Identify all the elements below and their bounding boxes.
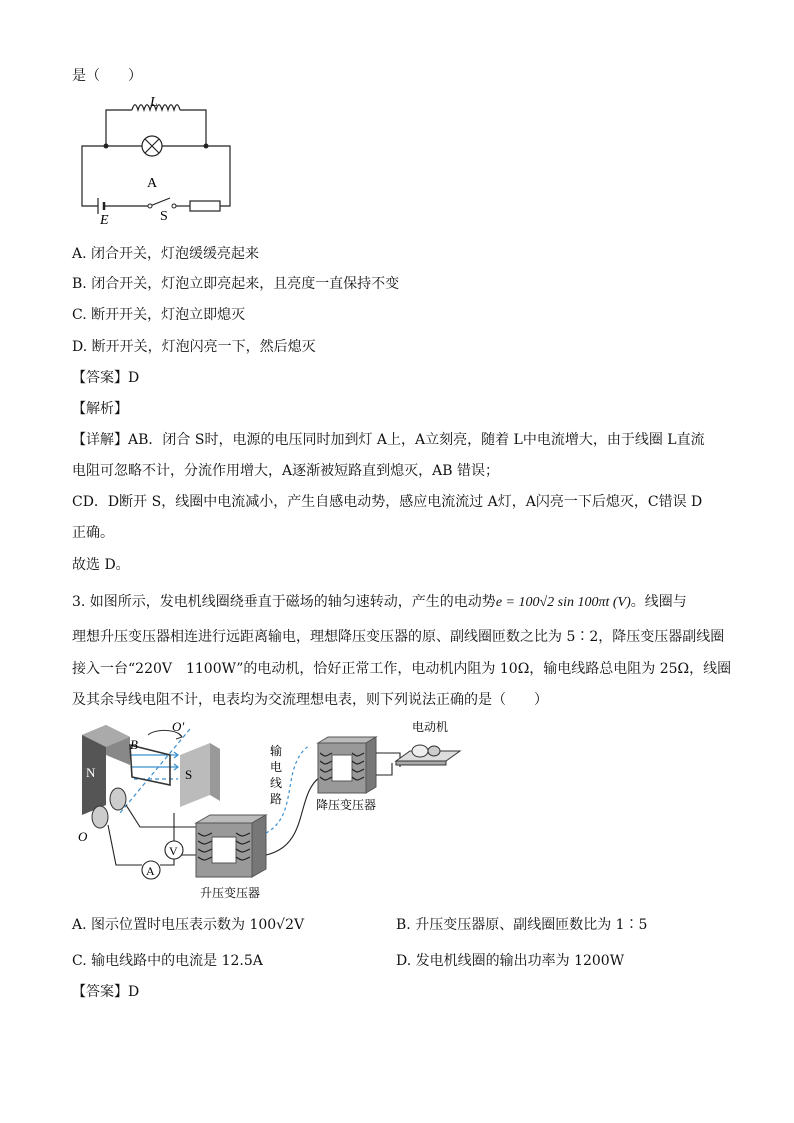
step-down-transformer: [318, 737, 376, 793]
q3-option-c: C. 输电线路中的电流是 12.5A: [72, 953, 263, 969]
step-down-label: 降压变压器: [316, 798, 377, 812]
battery-label: E: [100, 213, 109, 228]
q3-option-b: B. 升压变压器原、副线圈匝数比为 1∶5: [396, 917, 648, 933]
q3-stem-line: 理想升压变压器相连进行远距离输电，理想降压变压器的原、副线圈匝数之比为 5∶2，降压变压器副线圈: [72, 629, 725, 645]
q3-stem-line: 及其余导线电阻不计，电表均为交流理想电表，则下列说法正确的是（ ）: [72, 692, 548, 708]
inductor-label: L: [150, 95, 158, 110]
q3-option-d: D. 发电机线圈的输出功率为 1200W: [396, 953, 625, 969]
q3-answer: 【答案】D: [72, 984, 140, 1000]
step-up-label: 升压变压器: [200, 886, 261, 900]
q2-option-b: B. 闭合开关，灯泡立即亮起来，且亮度一直保持不变: [72, 276, 400, 292]
line-label-char: 输: [270, 744, 283, 758]
q3-emf-formula: e = 100√2 sin 100πt (V): [495, 595, 631, 610]
q2-option-c: C. 断开开关，灯泡立即熄灭: [72, 307, 246, 323]
line-label-char: 电: [270, 760, 283, 774]
lamp-label: A: [147, 176, 158, 191]
q3-stem-a: 3. 如图所示，发电机线圈绕垂直于磁场的轴匀速转动，产生的电动势: [72, 594, 496, 610]
q3-stem-b: 。线圈与: [630, 594, 687, 610]
q2-detail-line: 【详解】AB．闭合 S时，电源的电压同时加到灯 A上，A立刻亮，随着 L中电流增大，由于线圈 L直流: [72, 432, 705, 448]
magnet-s-label: S: [185, 767, 193, 782]
q2-analysis-title: 【解析】: [72, 401, 128, 417]
q2-detail-line: 电阻可忽略不计，分流作用增大，A逐渐被短路直到熄灭，AB 错误；: [72, 463, 499, 479]
q3-option-a: A. 图示位置时电压表示数为 100√2V: [72, 917, 305, 933]
magnet-n-label: N: [86, 765, 96, 780]
q2-option-d: D. 断开开关，灯泡闪亮一下，然后熄灭: [72, 339, 316, 355]
step-up-transformer: [196, 815, 266, 877]
switch-label: S: [160, 209, 168, 224]
field-b-label: B: [130, 737, 138, 752]
q2-circuit-diagram: [70, 96, 240, 226]
axis-o-label: O: [78, 829, 88, 844]
q3-stem-line: 接入一台“220V 1100W”的电动机，恰好正常工作，电动机内阻为 10Ω，输电线路总电阻为 25Ω，线圈: [72, 661, 732, 677]
motor-icon: [396, 745, 460, 765]
q2-option-a: A. 闭合开关，灯泡缓缓亮起来: [72, 246, 260, 262]
line-label-char: 路: [270, 792, 283, 806]
q3-stem-line1: [72, 592, 687, 613]
q2-detail-line: 故选 D。: [72, 557, 130, 573]
q2-detail-line: 正确。: [72, 525, 114, 541]
ammeter-label: A: [146, 864, 155, 878]
q2-detail-line: CD．D断开 S，线圈中电流减小，产生自感电动势，感应电流流过 A灯，A闪亮一下后熄灭，C错误 D: [72, 494, 703, 510]
q2-answer: 【答案】D: [72, 370, 140, 386]
line-label-char: 线: [270, 776, 283, 790]
voltmeter-label: V: [169, 844, 178, 858]
q3-transmission-diagram: [70, 715, 470, 905]
motor-label: 电动机: [412, 720, 449, 734]
q2-stem-tail: 是（ ）: [72, 68, 142, 84]
axis-o-prime-label: O′: [172, 719, 185, 734]
